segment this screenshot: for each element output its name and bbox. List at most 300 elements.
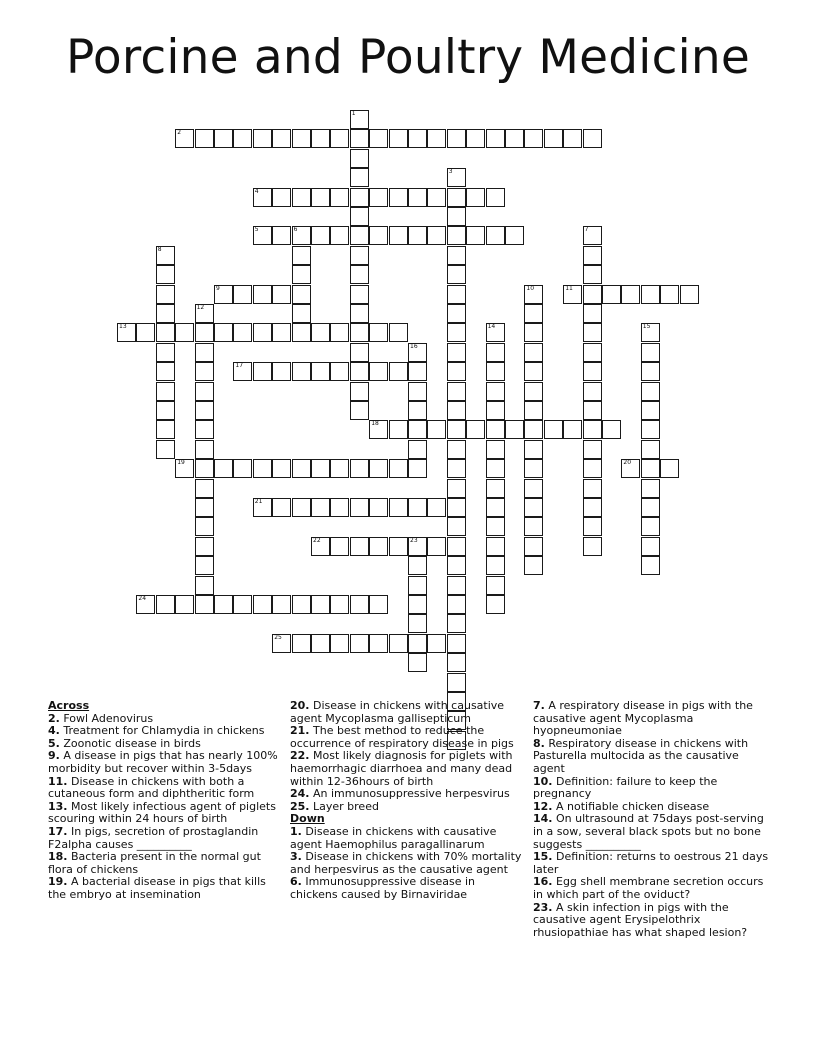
crossword-cell[interactable] xyxy=(292,129,311,148)
crossword-cell[interactable] xyxy=(350,285,369,304)
crossword-cell[interactable] xyxy=(641,343,660,362)
crossword-cell[interactable] xyxy=(524,498,543,517)
crossword-cell[interactable] xyxy=(660,285,679,304)
crossword-cell[interactable] xyxy=(330,537,349,556)
crossword-cell[interactable] xyxy=(583,401,602,420)
crossword-cell[interactable] xyxy=(583,323,602,342)
crossword-cell[interactable] xyxy=(621,459,640,478)
crossword-cell[interactable] xyxy=(156,440,175,459)
crossword-cell[interactable] xyxy=(389,420,408,439)
crossword-cell[interactable] xyxy=(350,498,369,517)
crossword-cell[interactable] xyxy=(369,634,388,653)
crossword-cell[interactable] xyxy=(389,459,408,478)
crossword-cell[interactable] xyxy=(486,459,505,478)
crossword-cell[interactable] xyxy=(641,285,660,304)
crossword-cell[interactable] xyxy=(583,265,602,284)
cell-number: 13 xyxy=(119,323,127,331)
crossword-cell[interactable] xyxy=(447,129,466,148)
crossword-cell[interactable] xyxy=(447,304,466,323)
crossword-cell[interactable] xyxy=(408,440,427,459)
crossword-cell[interactable] xyxy=(486,537,505,556)
crossword-cell[interactable] xyxy=(408,498,427,517)
cell-number: 14 xyxy=(487,323,496,331)
crossword-cell[interactable] xyxy=(447,226,466,245)
crossword-cell[interactable] xyxy=(408,420,427,439)
clue-item xyxy=(533,902,769,940)
crossword-cell[interactable] xyxy=(214,129,233,148)
crossword-cell[interactable] xyxy=(311,362,330,381)
crossword-cell[interactable] xyxy=(505,420,524,439)
crossword-cell[interactable] xyxy=(602,420,621,439)
crossword-cell[interactable] xyxy=(408,634,427,653)
crossword-cell[interactable] xyxy=(156,323,175,342)
crossword-cell[interactable] xyxy=(156,265,175,284)
crossword-cell[interactable] xyxy=(369,362,388,381)
crossword-cell[interactable] xyxy=(447,673,466,692)
crossword-cell[interactable] xyxy=(427,420,446,439)
crossword-cell[interactable] xyxy=(408,537,427,556)
crossword-cell[interactable] xyxy=(233,362,252,381)
crossword-cell[interactable] xyxy=(195,595,214,614)
crossword-cell[interactable] xyxy=(427,498,446,517)
crossword-cell[interactable] xyxy=(311,634,330,653)
crossword-cell[interactable] xyxy=(369,323,388,342)
crossword-cell[interactable] xyxy=(486,479,505,498)
crossword-cell[interactable] xyxy=(233,129,252,148)
clue-number: 11. xyxy=(48,774,68,788)
clue-number: 19. xyxy=(48,875,68,889)
crossword-cell[interactable] xyxy=(389,498,408,517)
crossword-cell[interactable] xyxy=(486,226,505,245)
crossword-cell[interactable] xyxy=(272,459,291,478)
crossword-cell[interactable] xyxy=(195,129,214,148)
crossword-cell[interactable] xyxy=(272,595,291,614)
crossword-cell[interactable] xyxy=(156,304,175,323)
crossword-cell[interactable] xyxy=(486,401,505,420)
crossword-cell[interactable] xyxy=(563,420,582,439)
crossword-cell[interactable] xyxy=(408,362,427,381)
clue-item xyxy=(48,750,280,775)
crossword-cell[interactable] xyxy=(350,595,369,614)
crossword-cell[interactable] xyxy=(447,362,466,381)
crossword-cell[interactable] xyxy=(641,420,660,439)
crossword-cell[interactable] xyxy=(408,382,427,401)
crossword-cell[interactable] xyxy=(486,517,505,536)
crossword-cell[interactable] xyxy=(350,188,369,207)
crossword-cell[interactable] xyxy=(195,517,214,536)
crossword-cell[interactable] xyxy=(583,537,602,556)
crossword-cell[interactable] xyxy=(253,129,272,148)
crossword-cell[interactable] xyxy=(214,595,233,614)
crossword-cell[interactable] xyxy=(583,420,602,439)
crossword-cell[interactable] xyxy=(350,226,369,245)
crossword-cell[interactable] xyxy=(195,479,214,498)
crossword-cell[interactable] xyxy=(156,362,175,381)
crossword-cell[interactable] xyxy=(272,634,291,653)
crossword-cell[interactable] xyxy=(447,479,466,498)
crossword-cell[interactable] xyxy=(195,537,214,556)
crossword-cell[interactable] xyxy=(253,285,272,304)
crossword-cell[interactable] xyxy=(350,323,369,342)
crossword-cell[interactable] xyxy=(117,323,136,342)
crossword-cell[interactable] xyxy=(350,207,369,226)
crossword-cell[interactable] xyxy=(427,129,446,148)
crossword-cell[interactable] xyxy=(524,382,543,401)
crossword-cell[interactable] xyxy=(583,226,602,245)
crossword-cell[interactable] xyxy=(447,614,466,633)
crossword-cell[interactable] xyxy=(466,188,485,207)
crossword-cell[interactable] xyxy=(350,537,369,556)
crossword-cell[interactable] xyxy=(583,517,602,536)
crossword-cell[interactable] xyxy=(330,595,349,614)
crossword-cell[interactable] xyxy=(389,537,408,556)
crossword-cell[interactable] xyxy=(272,129,291,148)
crossword-cell[interactable] xyxy=(408,459,427,478)
crossword-cell[interactable] xyxy=(524,362,543,381)
crossword-cell[interactable] xyxy=(195,556,214,575)
crossword-cell[interactable] xyxy=(389,362,408,381)
crossword-cell[interactable] xyxy=(447,498,466,517)
crossword-cell[interactable] xyxy=(369,595,388,614)
crossword-cell[interactable] xyxy=(330,188,349,207)
clue-item xyxy=(290,700,526,725)
crossword-cell[interactable] xyxy=(136,595,155,614)
crossword-cell[interactable] xyxy=(486,498,505,517)
clue-number: 7. xyxy=(533,699,545,712)
crossword-cell[interactable] xyxy=(311,537,330,556)
crossword-cell[interactable] xyxy=(292,459,311,478)
crossword-cell[interactable] xyxy=(369,188,388,207)
crossword-cell[interactable] xyxy=(447,246,466,265)
crossword-cell[interactable] xyxy=(583,362,602,381)
crossword-cell[interactable] xyxy=(369,420,388,439)
crossword-cell[interactable] xyxy=(486,362,505,381)
crossword-cell[interactable] xyxy=(311,323,330,342)
crossword-cell[interactable] xyxy=(195,576,214,595)
crossword-cell[interactable] xyxy=(447,634,466,653)
crossword-cell[interactable] xyxy=(330,129,349,148)
crossword-cell[interactable] xyxy=(156,401,175,420)
crossword-cell[interactable] xyxy=(427,634,446,653)
crossword-cell[interactable] xyxy=(350,382,369,401)
crossword-cell[interactable] xyxy=(486,343,505,362)
crossword-cell[interactable] xyxy=(524,517,543,536)
crossword-cell[interactable] xyxy=(466,129,485,148)
clue-item xyxy=(533,876,769,901)
crossword-cell[interactable] xyxy=(350,401,369,420)
crossword-cell[interactable] xyxy=(641,517,660,536)
crossword-cell[interactable] xyxy=(583,459,602,478)
crossword-cell[interactable] xyxy=(486,420,505,439)
crossword-cell[interactable] xyxy=(330,323,349,342)
crossword-cell[interactable] xyxy=(486,382,505,401)
crossword-cell[interactable] xyxy=(524,129,543,148)
crossword-cell[interactable] xyxy=(583,285,602,304)
crossword-cell[interactable] xyxy=(524,343,543,362)
crossword-cell[interactable] xyxy=(544,129,563,148)
crossword-cell[interactable] xyxy=(369,537,388,556)
crossword-cell[interactable] xyxy=(369,129,388,148)
crossword-cell[interactable] xyxy=(272,362,291,381)
clue-text: Most likely infectious agent of piglets scouring within 24 hours of birth xyxy=(48,799,276,826)
crossword-cell[interactable] xyxy=(233,285,252,304)
crossword-cell[interactable] xyxy=(292,634,311,653)
crossword-cell[interactable] xyxy=(389,323,408,342)
crossword-cell[interactable] xyxy=(350,149,369,168)
crossword-cell[interactable] xyxy=(486,188,505,207)
crossword-cell[interactable] xyxy=(583,382,602,401)
crossword-cell[interactable] xyxy=(505,129,524,148)
crossword-cell[interactable] xyxy=(272,323,291,342)
crossword-cell[interactable] xyxy=(253,595,272,614)
cell-number: 15 xyxy=(642,323,651,331)
crossword-cell[interactable] xyxy=(350,304,369,323)
crossword-cell[interactable] xyxy=(486,595,505,614)
crossword-cell[interactable] xyxy=(447,265,466,284)
crossword-cell[interactable] xyxy=(175,459,194,478)
crossword-cell[interactable] xyxy=(447,168,466,187)
crossword-cell[interactable] xyxy=(408,614,427,633)
down-heading: Down xyxy=(290,812,325,826)
crossword-cell[interactable] xyxy=(524,556,543,575)
crossword-cell[interactable] xyxy=(292,188,311,207)
crossword-cell[interactable] xyxy=(292,323,311,342)
crossword-cell[interactable] xyxy=(563,129,582,148)
crossword-cell[interactable] xyxy=(311,129,330,148)
crossword-cell[interactable] xyxy=(292,265,311,284)
crossword-cell[interactable] xyxy=(156,595,175,614)
crossword-cell[interactable] xyxy=(447,556,466,575)
crossword-cell[interactable] xyxy=(524,285,543,304)
crossword-cell[interactable] xyxy=(175,129,194,148)
crossword-cell[interactable] xyxy=(330,226,349,245)
crossword-cell[interactable] xyxy=(195,420,214,439)
crossword-cell[interactable] xyxy=(214,285,233,304)
crossword-cell[interactable] xyxy=(330,459,349,478)
crossword-cell[interactable] xyxy=(389,188,408,207)
crossword-cell[interactable] xyxy=(641,382,660,401)
crossword-cell[interactable] xyxy=(253,459,272,478)
crossword-cell[interactable] xyxy=(447,285,466,304)
crossword-cell[interactable] xyxy=(563,285,582,304)
clue-item xyxy=(290,750,526,788)
crossword-cell[interactable] xyxy=(330,498,349,517)
crossword-cell[interactable] xyxy=(621,285,640,304)
crossword-cell[interactable] xyxy=(583,343,602,362)
crossword-cell[interactable] xyxy=(466,420,485,439)
crossword-cell[interactable] xyxy=(195,343,214,362)
crossword-cell[interactable] xyxy=(195,362,214,381)
crossword-cell[interactable] xyxy=(408,188,427,207)
crossword-cell[interactable] xyxy=(447,323,466,342)
crossword-cell[interactable] xyxy=(524,479,543,498)
crossword-cell[interactable] xyxy=(233,459,252,478)
crossword-cell[interactable] xyxy=(330,362,349,381)
crossword-cell[interactable] xyxy=(524,304,543,323)
crossword-cell[interactable] xyxy=(544,420,563,439)
crossword-cell[interactable] xyxy=(641,498,660,517)
crossword-cell[interactable] xyxy=(350,129,369,148)
crossword-cell[interactable] xyxy=(524,420,543,439)
crossword-cell[interactable] xyxy=(253,188,272,207)
crossword-cell[interactable] xyxy=(427,226,446,245)
crossword-cell[interactable] xyxy=(641,459,660,478)
crossword-cell[interactable] xyxy=(272,226,291,245)
crossword-cell[interactable] xyxy=(195,304,214,323)
crossword-cell[interactable] xyxy=(408,401,427,420)
crossword-cell[interactable] xyxy=(272,285,291,304)
crossword-cell[interactable] xyxy=(350,246,369,265)
crossword-cell[interactable] xyxy=(292,362,311,381)
clue-number: 13. xyxy=(48,799,68,813)
crossword-cell[interactable] xyxy=(447,576,466,595)
crossword-cell[interactable] xyxy=(350,459,369,478)
crossword-cell[interactable] xyxy=(680,285,699,304)
crossword-cell[interactable] xyxy=(486,129,505,148)
crossword-cell[interactable] xyxy=(350,362,369,381)
clue-text: Definition: failure to keep the pregnancy xyxy=(533,774,718,801)
crossword-cell[interactable] xyxy=(486,440,505,459)
crossword-cell[interactable] xyxy=(583,304,602,323)
crossword-cell[interactable] xyxy=(524,459,543,478)
crossword-cell[interactable] xyxy=(447,343,466,362)
crossword-cell[interactable] xyxy=(641,479,660,498)
crossword-cell[interactable] xyxy=(466,226,485,245)
clue-text: Disease in chickens with causative agent Haemophilus paragallinarum xyxy=(290,824,497,851)
crossword-cell[interactable] xyxy=(641,323,660,342)
crossword-cell[interactable] xyxy=(156,246,175,265)
crossword-cell[interactable] xyxy=(195,323,214,342)
crossword-cell[interactable] xyxy=(311,498,330,517)
crossword-cell[interactable] xyxy=(641,537,660,556)
cell-number: 8 xyxy=(157,245,162,253)
crossword-cell[interactable] xyxy=(447,188,466,207)
crossword-cell[interactable] xyxy=(292,226,311,245)
crossword-cell[interactable] xyxy=(369,498,388,517)
crossword-cell[interactable] xyxy=(253,226,272,245)
crossword-cell[interactable] xyxy=(292,595,311,614)
crossword-cell[interactable] xyxy=(175,323,194,342)
crossword-cell[interactable] xyxy=(156,382,175,401)
crossword-cell[interactable] xyxy=(311,595,330,614)
crossword-cell[interactable] xyxy=(408,595,427,614)
crossword-cell[interactable] xyxy=(369,226,388,245)
crossword-cell[interactable] xyxy=(350,110,369,129)
cell-number: 25 xyxy=(274,633,282,641)
crossword-cell[interactable] xyxy=(447,459,466,478)
crossword-cell[interactable] xyxy=(408,343,427,362)
crossword-cell[interactable] xyxy=(195,440,214,459)
crossword-cell[interactable] xyxy=(524,440,543,459)
crossword-cell[interactable] xyxy=(641,401,660,420)
crossword-cell[interactable] xyxy=(486,556,505,575)
crossword-cell[interactable] xyxy=(253,362,272,381)
crossword-cell[interactable] xyxy=(408,556,427,575)
crossword-cell[interactable] xyxy=(195,498,214,517)
crossword-cell[interactable] xyxy=(369,459,388,478)
crossword-cell[interactable] xyxy=(389,634,408,653)
crossword-cell[interactable] xyxy=(214,459,233,478)
crossword-cell[interactable] xyxy=(602,285,621,304)
crossword-cell[interactable] xyxy=(447,653,466,672)
crossword-cell[interactable] xyxy=(253,323,272,342)
crossword-cell[interactable] xyxy=(292,246,311,265)
crossword-cell[interactable] xyxy=(408,129,427,148)
crossword-cell[interactable] xyxy=(350,343,369,362)
crossword-cell[interactable] xyxy=(447,207,466,226)
crossword-cell[interactable] xyxy=(330,634,349,653)
crossword-cell[interactable] xyxy=(524,537,543,556)
crossword-cell[interactable] xyxy=(195,459,214,478)
crossword-cell[interactable] xyxy=(583,479,602,498)
crossword-cell[interactable] xyxy=(427,537,446,556)
crossword-cell[interactable] xyxy=(641,362,660,381)
crossword-cell[interactable] xyxy=(583,498,602,517)
crossword-cell[interactable] xyxy=(272,498,291,517)
crossword-cell[interactable] xyxy=(583,440,602,459)
clue-number: 12. xyxy=(533,799,553,813)
crossword-cell[interactable] xyxy=(524,401,543,420)
crossword-cell[interactable] xyxy=(583,129,602,148)
crossword-cell[interactable] xyxy=(292,304,311,323)
crossword-cell[interactable] xyxy=(583,246,602,265)
crossword-cell[interactable] xyxy=(447,537,466,556)
crossword-cell[interactable] xyxy=(136,323,155,342)
crossword-cell[interactable] xyxy=(447,420,466,439)
crossword-cell[interactable] xyxy=(350,168,369,187)
crossword-cell[interactable] xyxy=(408,653,427,672)
crossword-cell[interactable] xyxy=(486,576,505,595)
crossword-cell[interactable] xyxy=(292,285,311,304)
crossword-cell[interactable] xyxy=(427,188,446,207)
crossword-cell[interactable] xyxy=(660,459,679,478)
crossword-cell[interactable] xyxy=(486,323,505,342)
crossword-cell[interactable] xyxy=(350,265,369,284)
crossword-cell[interactable] xyxy=(272,188,291,207)
crossword-cell[interactable] xyxy=(447,382,466,401)
crossword-cell[interactable] xyxy=(156,285,175,304)
crossword-cell[interactable] xyxy=(447,517,466,536)
crossword-cell[interactable] xyxy=(350,634,369,653)
crossword-cell[interactable] xyxy=(214,323,233,342)
clue-item xyxy=(533,851,769,876)
clue-text: On ultrasound at 75days post-serving in a sow, several black spots but no bone suggests __________ xyxy=(533,812,764,851)
crossword-cell[interactable] xyxy=(175,595,194,614)
crossword-cell[interactable] xyxy=(408,576,427,595)
crossword-cell[interactable] xyxy=(311,188,330,207)
crossword-cell[interactable] xyxy=(311,226,330,245)
crossword-cell[interactable] xyxy=(447,595,466,614)
crossword-cell[interactable] xyxy=(447,401,466,420)
crossword-cell[interactable] xyxy=(233,323,252,342)
crossword-cell[interactable] xyxy=(292,498,311,517)
crossword-cell[interactable] xyxy=(311,459,330,478)
crossword-cell[interactable] xyxy=(195,382,214,401)
crossword-cell[interactable] xyxy=(253,498,272,517)
crossword-cell[interactable] xyxy=(447,440,466,459)
crossword-cell[interactable] xyxy=(156,420,175,439)
crossword-cell[interactable] xyxy=(389,226,408,245)
crossword-cell[interactable] xyxy=(408,226,427,245)
crossword-cell[interactable] xyxy=(195,401,214,420)
crossword-cell[interactable] xyxy=(233,595,252,614)
crossword-cell[interactable] xyxy=(641,556,660,575)
crossword-cell[interactable] xyxy=(641,440,660,459)
crossword-cell[interactable] xyxy=(156,343,175,362)
crossword-cell[interactable] xyxy=(524,323,543,342)
crossword-cell[interactable] xyxy=(505,226,524,245)
crossword-cell[interactable] xyxy=(389,129,408,148)
